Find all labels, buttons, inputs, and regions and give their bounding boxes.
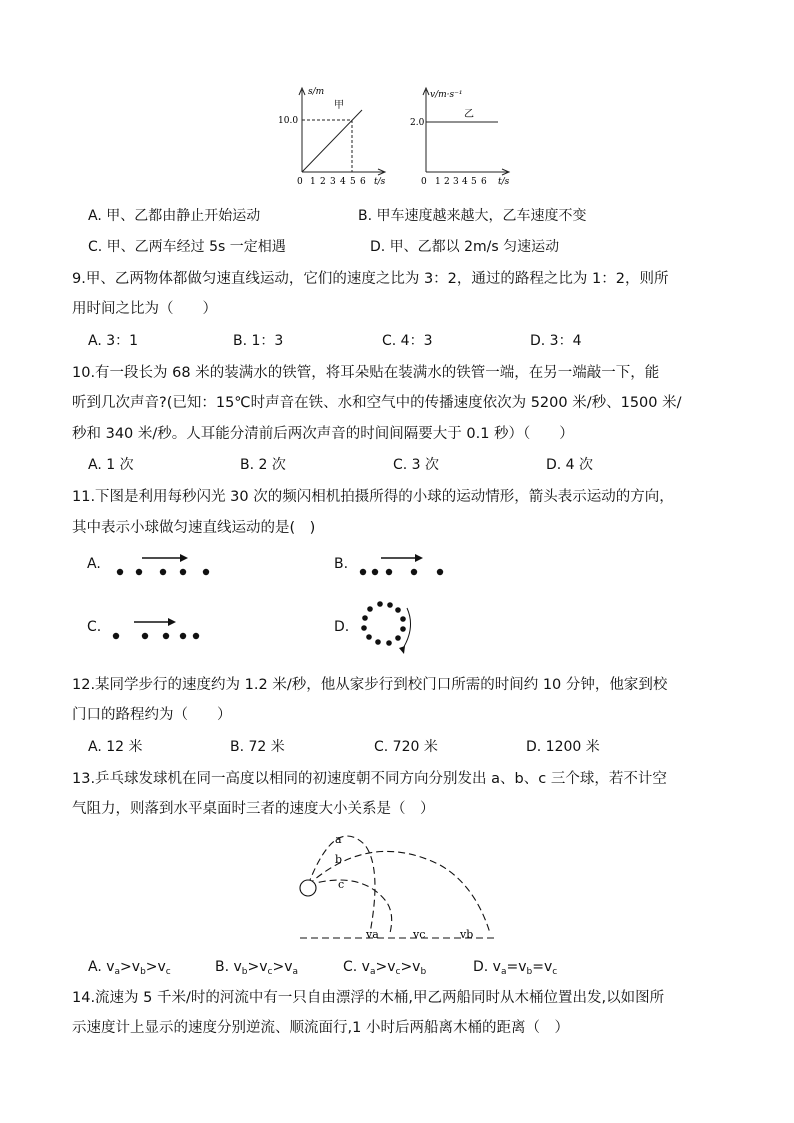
jia-x-tick: 6 xyxy=(360,177,366,187)
yi-x-label: t/s xyxy=(498,177,510,187)
q11-stem-line2: 其中表示小球做匀速直线运动的是( ) xyxy=(72,520,316,536)
yi-x-tick: 3 xyxy=(453,177,459,187)
graph-jia xyxy=(270,82,400,192)
q9-option-c: C. 4：3 xyxy=(382,333,433,349)
jia-x-tick: 3 xyxy=(330,177,336,187)
yi-x-tick: 4 xyxy=(462,177,468,187)
q8-option-b: B. 甲车速度越来越大，乙车速度不变 xyxy=(358,208,587,224)
q10-option-d: D. 4 次 xyxy=(546,457,594,473)
q12-option-c: C. 720 米 xyxy=(374,739,438,755)
q11-option-a-label: A. xyxy=(87,556,101,572)
q9-stem-line1: 9.甲、乙两物体都做匀速直线运动，它们的速度之比为 3：2，通过的路程之比为 1：2，则所 xyxy=(72,271,669,287)
velocity-vc-label: vc xyxy=(413,928,426,941)
q12-stem-line1: 12.某同学步行的速度约为 1.2 米/秒，他从家步行到校门口所需的时间约 10 分钟，他家到校 xyxy=(72,677,668,693)
yi-x-tick: 6 xyxy=(481,177,487,187)
jia-y-tick: 10.0 xyxy=(278,116,299,126)
yi-x-tick: 0 xyxy=(421,177,427,187)
q10-stem-line2: 听到几次声音?(已知：15℃时声音在铁、水和空气中的传播速度依次为 5200 米/秒、1500 米/ xyxy=(72,395,682,411)
q10-option-b: B. 2 次 xyxy=(240,457,286,473)
q13-trajectory-figure xyxy=(290,830,510,945)
q12-option-d: D. 1200 米 xyxy=(526,739,600,755)
trajectory-c-label: c xyxy=(338,878,345,891)
q12-option-a: A. 12 米 xyxy=(88,739,143,755)
q8-option-c: C. 甲、乙两车经过 5s 一定相遇 xyxy=(88,239,286,255)
q11-option-c-label: C. xyxy=(87,619,102,635)
q9-option-b: B. 1：3 xyxy=(233,333,284,349)
q13-option-b: B. $v_b>v_c>v_a$ xyxy=(215,959,299,977)
velocity-vb-label: vb xyxy=(460,928,474,941)
jia-x-label: t/s xyxy=(374,177,386,187)
q11-figure-d xyxy=(354,596,424,658)
yi-x-tick: 1 xyxy=(435,177,441,187)
jia-x-tick: 2 xyxy=(320,177,326,187)
q13-option-c: C. $v_a>v_c>v_b$ xyxy=(343,959,427,977)
graph-yi xyxy=(404,82,522,192)
yi-x-tick: 2 xyxy=(444,177,450,187)
q9-option-d: D. 3：4 xyxy=(530,333,582,349)
q11-stem-line1: 11.下图是利用每秒闪光 30 次的频闪相机拍摄所得的小球的运动情形，箭头表示运动的方向， xyxy=(72,489,674,505)
q13-option-d: D. $v_a=v_b=v_c$ xyxy=(473,959,558,977)
q10-stem-line1: 10.有一段长为 68 米的装满水的铁管，将耳朵贴在装满水的铁管一端，在另一端敲一下，能 xyxy=(72,365,660,381)
jia-x-tick: 4 xyxy=(340,177,346,187)
q10-stem-line3: 秒和 340 米/秒。人耳能分清前后两次声音的时间间隔要大于 0.1 秒）（ ） xyxy=(72,426,574,442)
jia-x-tick: 5 xyxy=(350,177,356,187)
jia-y-label: s/m xyxy=(308,87,325,97)
launcher-ball xyxy=(300,880,316,896)
q11-figure-c xyxy=(108,614,208,644)
yi-y-tick: 2.0 xyxy=(410,118,425,128)
q12-stem-line2: 门口的路程约为（ ） xyxy=(72,707,232,723)
q13-stem-line1: 13.乒乓球发球机在同一高度以相同的初速度朝不同方向分别发出 a、b、c 三个球，若不计空 xyxy=(72,771,667,787)
q13-stem-line2: 气阻力，则落到水平桌面时三者的速度大小关系是（ ） xyxy=(72,801,435,817)
q9-stem-line2: 用时间之比为（ ） xyxy=(72,301,217,317)
q10-option-c: C. 3 次 xyxy=(393,457,440,473)
yi-x-tick: 5 xyxy=(471,177,477,187)
q12-option-b: B. 72 米 xyxy=(230,739,285,755)
trajectory-a-label: a xyxy=(335,833,342,846)
q11-option-d-label: D. xyxy=(334,619,350,635)
q14-stem-line1: 14.流速为 5 千米/时的河流中有一只自由漂浮的木桶,甲乙两船同时从木桶位置出发,以如图所 xyxy=(72,990,665,1006)
yi-y-label: v/m·s⁻¹ xyxy=(430,90,463,100)
trajectory-b-label: b xyxy=(335,853,343,866)
q11-figure-b xyxy=(355,550,455,580)
q11-option-b-label: B. xyxy=(334,556,349,572)
velocity-va-label: va xyxy=(366,928,379,941)
q8-option-a: A. 甲、乙都由静止开始运动 xyxy=(88,208,261,224)
q13-option-a: A. $v_a>v_b>v_c$ xyxy=(88,959,171,977)
q8-option-d: D. 甲、乙都以 2m/s 匀速运动 xyxy=(370,239,560,255)
jia-x-tick: 1 xyxy=(310,177,316,187)
yi-curve-label: 乙 xyxy=(464,109,474,120)
q14-stem-line2: 示速度计上显示的速度分别逆流、顺流面行,1 小时后两船离木桶的距离（ ） xyxy=(72,1020,569,1036)
jia-x-tick: 0 xyxy=(297,177,303,187)
jia-curve-label: 甲 xyxy=(334,100,344,111)
q11-figure-a xyxy=(108,550,218,580)
q9-option-a: A. 3：1 xyxy=(88,333,139,349)
q10-option-a: A. 1 次 xyxy=(88,457,134,473)
